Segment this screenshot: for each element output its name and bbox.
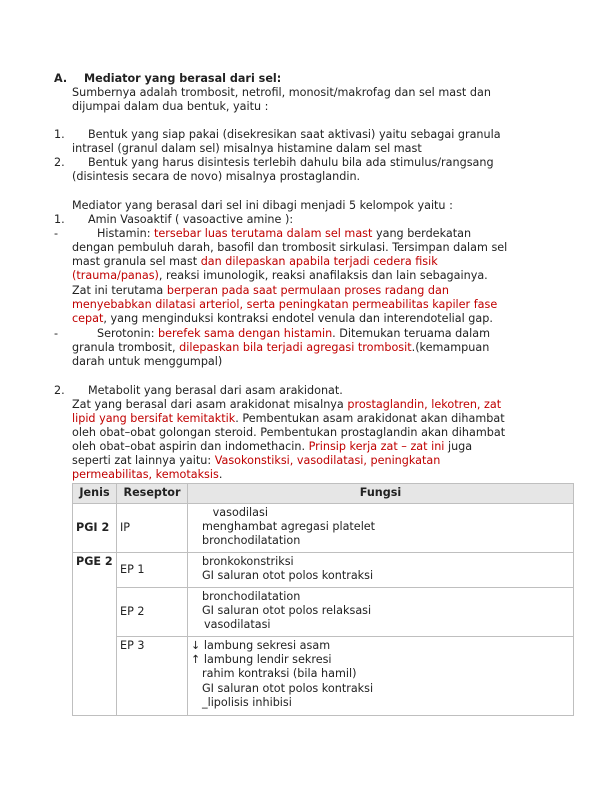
body-text: , reaksi imunologik, reaksi anafilaksis dan lain sebagainya. xyxy=(158,269,488,282)
table-row xyxy=(73,553,574,588)
column-header: Jenis xyxy=(73,484,117,504)
body-text: Zat yang berasal dari asam arakidonat misalnya xyxy=(72,398,344,411)
list-item: Bentuk yang harus disintesis terlebih dahulu bila ada stimulus/rangsang xyxy=(88,156,494,169)
emphasis-text: cepat xyxy=(72,312,104,325)
fungsi-cell xyxy=(188,553,574,588)
fungsi-item: GI saluran otot polos kontraksi xyxy=(202,569,374,583)
intro-line: dijumpai dalam dua bentuk, yaitu : xyxy=(72,100,269,113)
emphasis-text: berefek sama dengan histamin xyxy=(158,327,333,340)
body-text: granula trombosit, xyxy=(72,341,176,354)
jenis-cell: PGE 2 xyxy=(73,553,117,716)
list-number: 1. xyxy=(54,213,65,226)
fungsi-item: ↓ lambung sekresi asam xyxy=(191,639,331,652)
fungsi-item: GI saluran otot polos kontraksi xyxy=(202,681,374,695)
jenis-cell: PGI 2 xyxy=(73,504,117,553)
body-text: juga xyxy=(447,440,473,453)
list-number: 2. xyxy=(54,156,65,169)
body-text xyxy=(72,284,449,298)
body-text xyxy=(72,255,438,269)
intro-line: Sumbernya adalah trombosit, netrofil, monosit/makrofag dan sel mast dan xyxy=(72,86,491,99)
emphasis-text: prostaglandin, lekotren, zat xyxy=(347,398,502,411)
body-text: . xyxy=(218,468,223,481)
column-header: Fungsi xyxy=(188,484,574,504)
fungsi-item: bronchodilatation xyxy=(202,590,301,603)
dash-bullet: - xyxy=(54,327,59,340)
body-text: Zat ini terutama xyxy=(72,284,164,297)
body-text xyxy=(72,468,222,482)
fungsi-cell xyxy=(188,504,574,553)
emphasis-text: dilepaskan bila terjadi agregasi trombosit xyxy=(179,341,412,354)
serotonin-paragraph xyxy=(97,327,490,341)
list-item: intrasel (granul dalam sel) misalnya histamine dalam sel mast xyxy=(72,142,422,155)
body-text xyxy=(72,398,501,412)
fungsi-item: bronchodilatation xyxy=(202,534,301,548)
fungsi-item: vasodilasi xyxy=(202,506,268,519)
reseptor-cell: IP xyxy=(117,504,188,553)
fungsi-item: bronkokonstriksi xyxy=(202,555,294,568)
emphasis-text: berperan pada saat permulaan proses radang dan xyxy=(166,284,449,297)
body-text: darah untuk menggumpal) xyxy=(72,355,223,368)
fungsi-item: vasodilatasi xyxy=(204,618,271,632)
arakidonat-title: Metabolit yang berasal dari asam arakidonat. xyxy=(88,384,343,397)
fungsi-item: menghambat agregasi platelet xyxy=(202,520,376,534)
reseptor-cell: EP 2 xyxy=(117,588,188,637)
groups-intro: Mediator yang berasal dari sel ini dibagi menjadi 5 kelompok yaitu : xyxy=(72,199,453,212)
emphasis-text: lipid yang bersifat kemitaktik xyxy=(72,412,236,425)
fungsi-item: GI saluran otot polos relaksasi xyxy=(202,604,372,618)
body-text xyxy=(72,312,493,326)
body-text xyxy=(72,440,472,454)
list-number: 2. xyxy=(54,384,65,397)
body-text: . Ditemukan teruama dalam xyxy=(332,327,490,340)
histamin-label: Histamin: xyxy=(97,227,151,240)
emphasis-text: permeabilitas, kemotaksis xyxy=(72,468,219,481)
reseptor-cell: EP 1 xyxy=(117,553,188,588)
emphasis-text: Vasokonstiksi, vasodilatasi, peningkatan xyxy=(214,454,441,467)
fungsi-table xyxy=(72,483,574,716)
body-text: .(kemampuan xyxy=(411,341,490,354)
emphasis-text: menyebabkan dilatasi arteriol, serta peningkatan permeabilitas kapiler fase xyxy=(72,298,498,311)
body-text: mast granula sel mast xyxy=(72,255,198,268)
body-text: oleh obat–obat aspirin dan indomethacin. xyxy=(72,440,306,453)
list-item: Bentuk yang siap pakai (disekresikan saat aktivasi) yaitu sebagai granula xyxy=(88,128,501,141)
dash-bullet: - xyxy=(54,227,59,240)
table-header-row xyxy=(73,484,574,504)
emphasis-text: Prinsip kerja zat – zat ini xyxy=(308,440,445,453)
fungsi-cell xyxy=(188,637,574,716)
table-row xyxy=(73,588,574,637)
body-text: dengan pembuluh darah, basofil dan trombosit sirkulasi. Tersimpan dalam sel xyxy=(72,241,508,254)
reseptor-cell: EP 3 xyxy=(117,637,188,716)
body-text: . Pembentukan asam arakidonat akan dihambat xyxy=(235,412,505,425)
table-row xyxy=(73,637,574,716)
serotonin-label: Serotonin: xyxy=(97,327,155,340)
body-text xyxy=(72,269,488,283)
histamin-paragraph xyxy=(97,227,471,241)
fungsi-item: _lipolisis inhibisi xyxy=(202,695,292,709)
body-text xyxy=(72,341,489,355)
body-text: seperti zat lainnya yaitu: xyxy=(72,454,212,467)
body-text: yang berdekatan xyxy=(375,227,472,240)
table-row xyxy=(73,504,574,553)
emphasis-text: dan dilepaskan apabila terjadi cedera fisik xyxy=(200,255,438,268)
column-header: Reseptor xyxy=(117,484,188,504)
body-text xyxy=(72,412,505,426)
amin-title: Amin Vasoaktif ( vasoactive amine ): xyxy=(88,213,294,226)
body-text: oleh obat–obat golongan steroid. Pembentukan prostaglandin akan dihambat xyxy=(72,426,506,439)
fungsi-item: ↑ lambung lendir sekresi xyxy=(191,653,332,667)
fungsi-item: rahim kontraksi (bila hamil) xyxy=(202,667,357,681)
emphasis-text: tersebar luas terutama dalam sel mast xyxy=(154,227,373,240)
section-letter: A. xyxy=(54,72,68,85)
emphasis-text: (trauma/panas) xyxy=(72,269,159,282)
list-item: (disintesis secara de novo) misalnya prostaglandin. xyxy=(72,170,361,183)
list-number: 1. xyxy=(54,128,65,141)
body-text: , yang menginduksi kontraksi endotel venula dan interendotelial gap. xyxy=(103,312,493,325)
fungsi-cell xyxy=(188,588,574,637)
section-heading: Mediator yang berasal dari sel: xyxy=(84,72,282,85)
body-text xyxy=(72,454,440,468)
